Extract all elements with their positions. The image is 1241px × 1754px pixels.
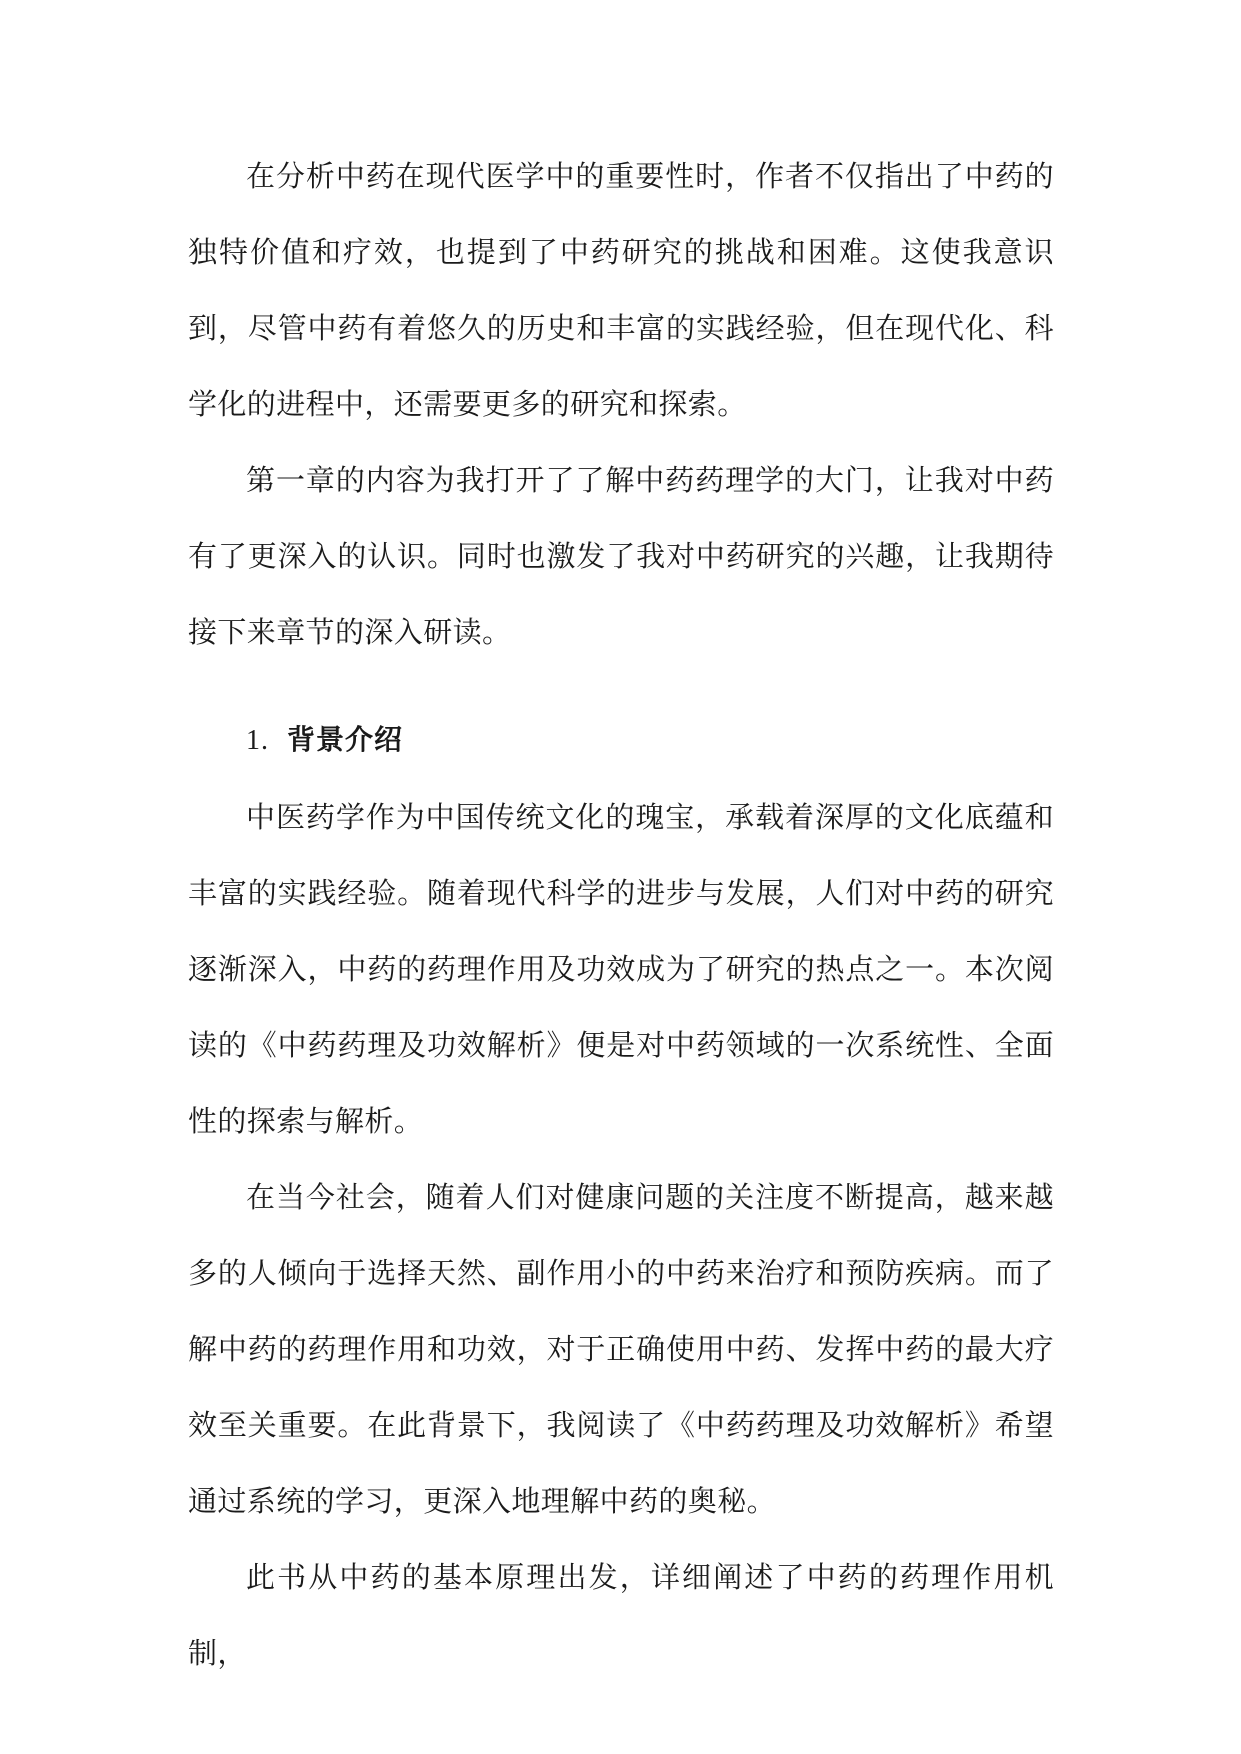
paragraph: 在分析中药在现代医学中的重要性时，作者不仅指出了中药的独特价值和疗效，也提到了中药研究的挑战和困难。这使我意识到，尽管中药有着悠久的历史和丰富的实践经验，但在现代化、科学化的进程中，还需要更多的研究和探索。 xyxy=(188,159,1054,421)
section-number: 1. xyxy=(246,725,269,756)
section-heading xyxy=(188,702,1054,779)
document-body xyxy=(188,138,1054,1691)
paragraph: 在当今社会，随着人们对健康问题的关注度不断提高，越来越多的人倾向于选择天然、副作用小的中药来治疗和预防疾病。而了解中药的药理作用和功效，对于正确使用中药、发挥中药的最大疗效至关重要。在此背景下，我阅读了《中药药理及功效解析》希望通过系统的学习，更深入地理解中药的奥秘。 xyxy=(188,1180,1054,1518)
paragraph: 第一章的内容为我打开了了解中药药理学的大门，让我对中药有了更深入的认识。同时也激发了我对中药研究的兴趣，让我期待接下来章节的深入研读。 xyxy=(188,463,1054,649)
section-title: 背景介绍 xyxy=(287,723,404,756)
paragraph: 此书从中药的基本原理出发，详细阐述了中药的药理作用机制， xyxy=(188,1560,1054,1670)
paragraph: 中医药学作为中国传统文化的瑰宝，承载着深厚的文化底蕴和丰富的实践经验。随着现代科学的进步与发展，人们对中药的研究逐渐深入，中药的药理作用及功效成为了研究的热点之一。本次阅读的《中药药理及功效解析》便是对中药领域的一次系统性、全面性的探索与解析。 xyxy=(188,800,1054,1138)
